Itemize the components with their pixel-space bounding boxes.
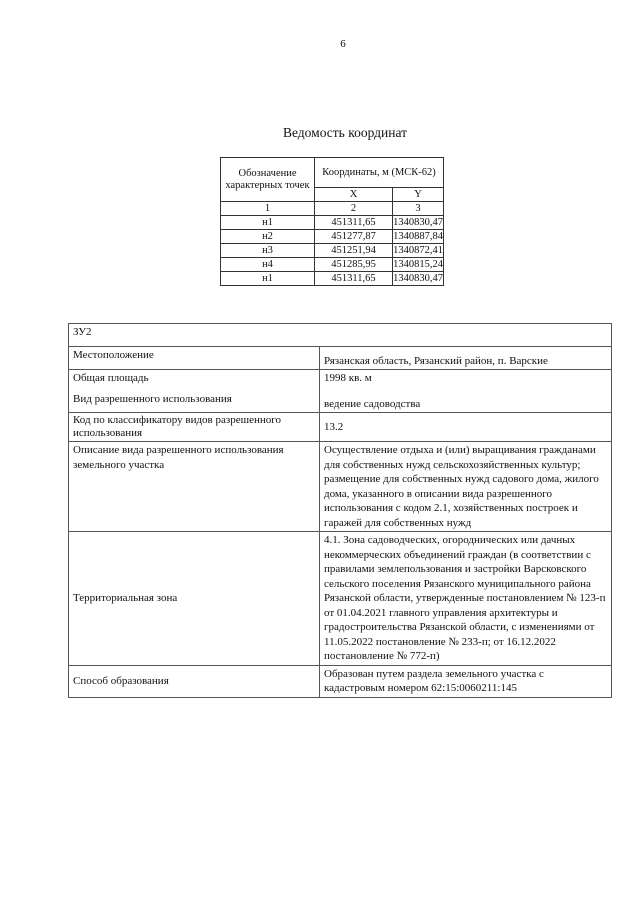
col-number: 3 [393, 202, 444, 216]
y-cell: 1340815,24 [393, 259, 443, 270]
y-cell: 1340887,84 [393, 231, 443, 242]
table-header-row [221, 158, 444, 188]
row-value: 1998 кв. м [320, 370, 612, 392]
table-row [69, 347, 612, 370]
point-cell: н2 [221, 230, 315, 244]
parcel-id-row [69, 324, 612, 347]
parcel-id: ЗУ2 [69, 324, 612, 347]
page-number: 6 [340, 38, 346, 50]
x-cell: 451285,95 [315, 258, 393, 272]
x-cell: 451251,94 [315, 244, 393, 258]
row-label: Местоположение [69, 347, 320, 370]
column-number-row [221, 202, 444, 216]
y-cell: 1340872,41 [393, 245, 443, 256]
header-coords: Координаты, м (МСК-62) [315, 158, 444, 188]
table-row [221, 272, 444, 286]
table-row [221, 216, 444, 230]
table-row [69, 391, 612, 413]
header-x: X [315, 188, 393, 202]
point-cell: н1 [221, 216, 315, 230]
table-row [69, 532, 612, 666]
row-value: 4.1. Зона садоводческих, огороднических или дачных некоммерческих объединений граждан (в соответствии с правилами землепользования и застройки Варсковского сельского поселения Рязанского муниципального района Рязанской области, утвержденные постановлением № 123-п от 01.04.2021 главного управления архитектуры и градостроительства Рязанской области, с изменениями от 11.05.2022 постановление № 233-п; от 16.12.2022 постановление № 772-п) [320, 532, 612, 666]
row-value: 13.2 [320, 413, 612, 442]
row-label: Территориальная зона [69, 532, 320, 666]
page-title: Ведомость координат [282, 125, 408, 140]
x-cell: 451311,65 [315, 272, 393, 286]
row-value: Рязанская область, Рязанский район, п. Варские [320, 347, 612, 370]
parcel-table [68, 323, 612, 698]
table-row [69, 442, 612, 532]
table-row [69, 665, 612, 697]
point-cell: н3 [221, 244, 315, 258]
x-cell: 451277,87 [315, 230, 393, 244]
point-cell: н4 [221, 258, 315, 272]
row-label: Описание вида разрешенного использования земельного участка [69, 442, 320, 532]
col-number: 2 [315, 202, 393, 216]
table-row [221, 230, 444, 244]
row-value: Осуществление отдыха и (или) выращивания гражданами для собственных нужд сельскохозяйственных культур; размещение для собственных нужд садового дома, жилого дома, указанного в описании вида разрешенного использования с кодом 2.1, хозяйственных построек и гаражей для собственных нужд [320, 442, 612, 532]
header-y: Y [393, 188, 444, 202]
table-row [69, 370, 612, 392]
coordinates-table [220, 157, 444, 286]
x-cell: 451311,65 [315, 216, 393, 230]
row-value: Образован путем раздела земельного участка с кадастровым номером 62:15:0060211:145 [320, 665, 612, 697]
y-cell: 1340830,47 [393, 217, 443, 228]
table-row [221, 258, 444, 272]
table-row [69, 413, 612, 442]
header-point: Обозначение характерных точек [221, 158, 315, 202]
row-label: Вид разрешенного использования [69, 391, 320, 413]
y-cell: 1340830,47 [393, 273, 443, 284]
row-label: Общая площадь [69, 370, 320, 392]
table-row [221, 244, 444, 258]
row-value: ведение садоводства [320, 391, 612, 413]
point-cell: н1 [221, 272, 315, 286]
row-label: Способ образования [69, 665, 320, 697]
col-number: 1 [221, 202, 315, 216]
row-label: Код по классификатору видов разрешенного использования [69, 413, 320, 442]
